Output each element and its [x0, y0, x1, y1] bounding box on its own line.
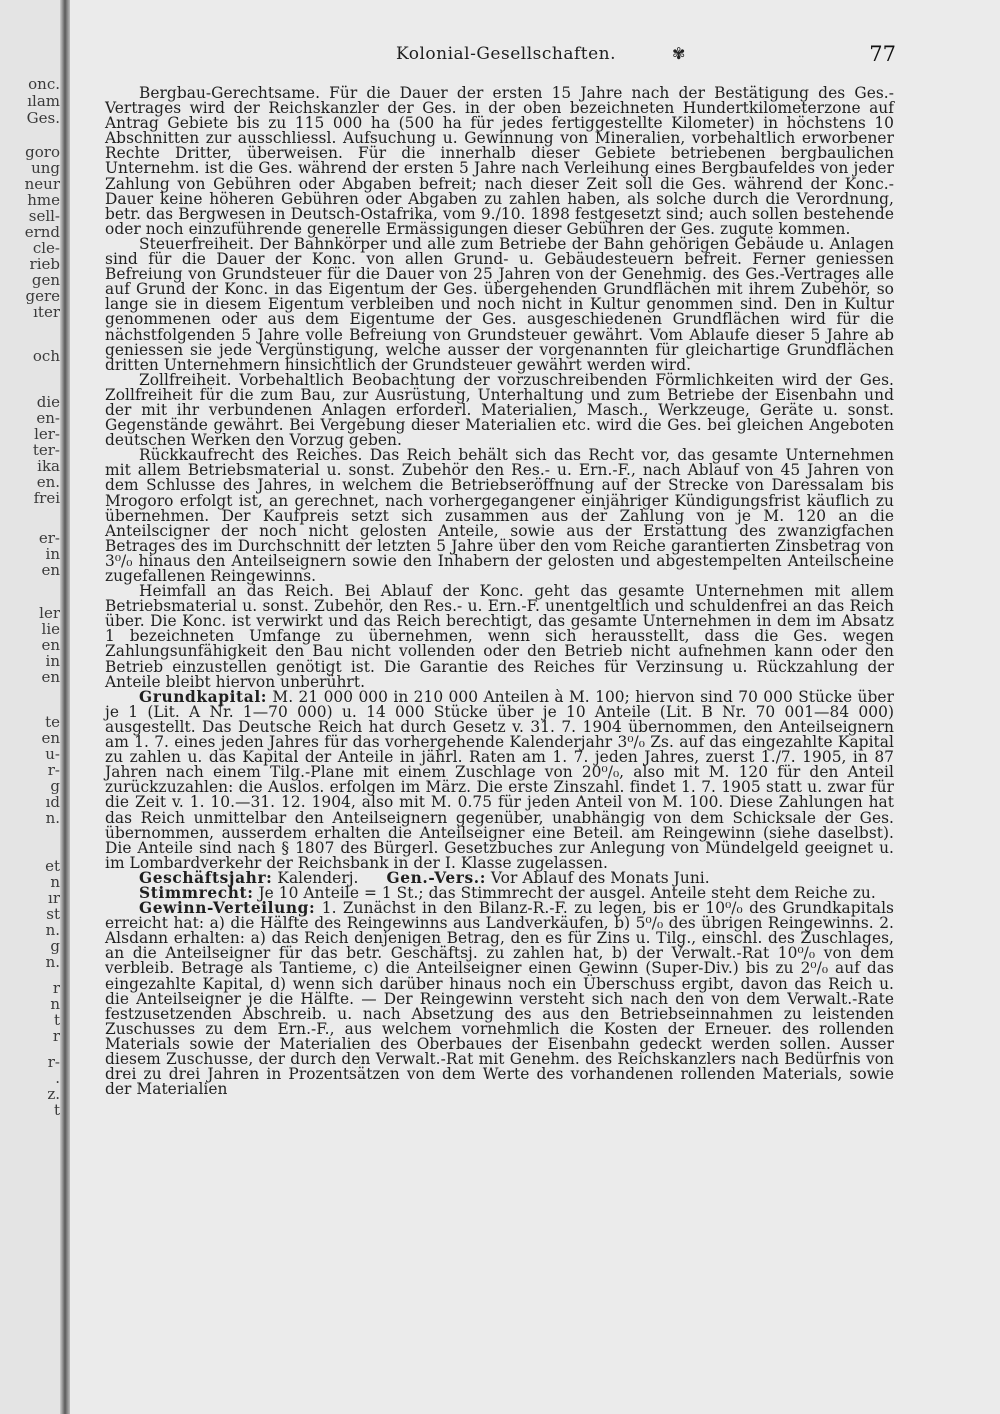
gewinn-verteilung-text: 1. Zunächst in den Bilanz-R.-F. zu legen, bis er 10⁰/₀ des Grundkapitals erreicht hat: a) die Hälfte des Reingewinns aus Landverkäufen, b) 5⁰/₀ des übrigen Reingewinns. 2. Alsdann erhalten: a) das Reich denjenigen Betrag, den es für Zins u. Tilg., einschl. des Zuschlages, an die Anteilseigner für das betr. Geschäftsj. zu zahlen hat, b) der Verwalt.-Rat 10⁰/₀ von dem verbleib. Betrage als Tantieme, c) die Anteilseigner einen Gewinn (Super-Div.) bis zu 2⁰/₀ auf das eingezahlte Kapital, d) wenn sich darüber hinaus noch ein Überschuss ergibt, davon das Reich u. die Anteilseigner je die Hälfte. — Der Reingewinn versteht sich nach den von dem Verwalt.-Rate festzusetzenden Abschreib. u. nach Absetzung des aus den Betriebseinnahmen zu leistenden Zuschusses zu dem Ern.-F., aus welchem vornehmlich die Kosten der Erneuer. des rollenden Materials sowie der Materialien des Oberbaues der Eisenbahn gedeckt werden sollen. Ausser diesem Zuschusse, der durch den Verwalt.-Rat mit Genehm. des Reichskanzlers nach Bedürfnis von drei zu drei Jahren in Prozentsätzen von dem Werte des vorhandenen rollenden Materials, sowie der Materialien	[105, 899, 894, 1099]
facing-page-fragment: t	[53, 1012, 60, 1028]
facing-page-fragment: en	[41, 562, 60, 578]
facing-page-fragment: te	[45, 714, 60, 730]
page-number: 77	[869, 42, 896, 66]
facing-page-fragment: Ges.	[26, 110, 60, 126]
facing-page-fragment: st	[46, 906, 60, 922]
book-gutter	[60, 0, 70, 1414]
facing-page-fragment: ıter	[33, 304, 60, 320]
grundkapital-text: M. 21 000 000 in 210 000 Anteilen à M. 100; hiervon sind 70 000 Stücke über je 1 (Lit. A Nr. 1—70 000) u. 14 000 Stücke über je 10 Anteile (Lit. B Nr. 70 001—84 000) ausgestellt. Das Deutsche Reich hat durch Gesetz v. 31. 7. 1904 übernommen, den Anteilseignern am 1. 7. eines jeden Jahres für das vorhergehende Kalenderjahr 3⁰/₀ Zs. auf das eingezahlte Kapital zu zahlen u. das Kapital der Anteile in jährl. Raten am 1. 7. jeden Jahres, zuerst 1./7. 1905, in 87 Jahren nach einem Tilg.-Plane mit einem Zuschlage von 20⁰/₀, also mit M. 120 für den Anteil zurückzuzahlen: die Auslos. erfolgen im März. Die erste Zinszahl. findet 1. 7. 1905 statt u. zwar für die Zeit v. 1. 10.—31. 12. 1904, also mit M. 0.75 für jeden Anteil von M. 100. Diese Zahlungen hat das Reich unmittelbar den Anteilseignern gegenüber, unabhängig von dem Schicksale der Ges. übernommen, ausserdem erhalten die Anteilseigner eine Beteil. am Reingewinn (siehe daselbst). Die Anteile sind nach § 1807 des Bürgerl. Gesetzbuches zur Anlegung von Mündelgeld geeignet u. im Lombardverkehr der Reichsbank in der I. Klasse zugelassen.	[105, 687, 894, 872]
facing-page-fragment: n	[50, 996, 60, 1012]
facing-page-fragment: en-	[36, 410, 60, 426]
paragraph-heimfall: Heimfall an das Reich. Bei Ablauf der Konc. geht das gesamte Unternehmen mit allem Betriebsmaterial u. sonst. Zubehör, den Res.- u. Ern.-F. unentgeltlich und schuldenfrei an das Reich über. Die Konc. ist verwirkt und das Reich berechtigt, das gesamte Unternehmen in dem im Absatz 1 bezeichneten Umfange zu übernehmen, wenn sich herausstellt, dass die Ges. wegen Zahlungsunfähigkeit den Bau nicht vollenden oder den Betrieb nicht aufnehmen kann oder den Betrieb einzustellen genötigt ist. Die Garantie des Reiches für Verzinsung u. Rückzahlung der Anteile bleibt hiervon unberührt.	[105, 582, 894, 691]
geschaeftsjahr-text: Kalenderj.	[272, 868, 359, 887]
facing-page-edge	[0, 0, 64, 1414]
facing-page-fragment: en	[41, 730, 60, 746]
facing-page-fragment: u-	[45, 746, 60, 762]
paragraph-bergbau: Bergbau-Gerechtsame. Für die Dauer der ersten 15 Jahre nach der Bestätigung des Ges.-Vertrages wird der Reichskanzler der Ges. in der oben bezeichneten Hundertkilometerzone auf Antrag Gebiete bis zu 115 000 ha (500 ha für jedes fertiggestellte Kilometer) in höchstens 10 Abschnitten zur ausschliessl. Aufsuchung u. Gewinnung von Mineralien, vorbehaltlich erworbener Rechte Dritter, überweisen. Für die innerhalb dieser Gebiete betriebenen bergbaulichen Unternehm. ist die Ges. während der ersten 5 Jahre nach Verleihung eines Bergbaufeldes von jeder Zahlung von Gebühren oder Abgaben befreit; nach dieser Zeit soll die Ges. während der Konc.-Dauer keine höheren Gebühren oder Abgaben zu zahlen haben, als solche durch die Verordnung, betr. das Bergwesen in Deutsch-Ostafrika, vom 9./10. 1898 festgesetzt sind; auch sollen bestehende oder noch einzuführende generelle Ermässigungen dieser Gebühren der Ges. zugute kommen.	[105, 84, 894, 238]
grundkapital-label: Grundkapital:	[139, 687, 268, 706]
facing-page-fragment: en	[41, 637, 60, 653]
paragraph-rueckkaufrecht: Rückkaufrecht des Reiches. Das Reich behält sich das Recht vor, das gesamte Unternehmen mit allem Betriebsmaterial u. sonst. Zubehör den Res.- u. Ern.-F., nach Ablauf von 45 Jahren von dem Schlusse des Jahres, in welchem die Betriebseröffnung auf der Strecke von Daressalam bis Mrogoro erfolgt ist, an gerechnet, nach vorhergegangener einjähriger Kündigungsfrist käuflich zu übernehmen. Der Kaufpreis setzt sich zusammen aus der Zahlung von je M. 120 an die Anteilscigner der noch nicht gelosten Anteile, sowie aus der Erstattung des zwanzigfachen Betrages des im Durchschnitt der letzten 5 Jahre über den vom Reiche garantierten Zinsbetrag von 3⁰/₀ hinaus den Anteilseignern sowie den Inhabern der gelosten und abgestempelten Anteilscheine zugefallenen Reingewinns.	[105, 446, 894, 585]
running-title: Kolonial-Gesellschaften.	[396, 44, 617, 64]
facing-page-fragment: r	[52, 980, 60, 996]
facing-page-fragment: cle-	[32, 240, 60, 256]
stimmrecht-text: Je 10 Anteile = 1 St.; das Stimmrecht der ausgel. Anteile steht dem Reiche zu.	[253, 883, 876, 902]
geschaeftsjahr-label: Geschäftsjahr:	[139, 868, 273, 887]
facing-page-fragment: ler	[39, 605, 60, 621]
facing-page-fragment: r	[52, 1028, 60, 1044]
paragraph-zollfreiheit: Zollfreiheit. Vorbehaltlich Beobachtung der vorzuschreibenden Förmlichkeiten wird der Ges. Zollfreiheit für die zum Bau, zur Ausrüstung, Unterhaltung und zum Betriebe der Eisenbahn und der mit ihr verbundenen Anlagen erforderl. Materialien, Masch., Werkzeuge, Geräte u. sonst. Gegenstände gewährt. Bei Vergebung dieser Materialien etc. wird die Ges. bei gleichen Angeboten deutschen Werken den Vorzug geben.	[105, 370, 894, 450]
facing-page-fragment: ır	[48, 890, 60, 906]
facing-page-fragment: ler-	[34, 426, 60, 442]
genvers-label: Gen.-Vers.:	[386, 868, 486, 887]
facing-page-fragment: och	[32, 348, 60, 364]
facing-page-fragment: goro	[25, 144, 60, 160]
paragraph-gewinn-verteilung	[105, 901, 894, 1097]
facing-page-fragment: r-	[47, 762, 60, 778]
facing-page-fragment: ter-	[32, 442, 60, 458]
facing-page-fragment: r-	[47, 1054, 60, 1070]
facing-page-fragment: gen	[31, 272, 60, 288]
ornament-icon: ✾	[672, 44, 686, 63]
facing-page-fragment: neur	[24, 176, 60, 192]
facing-page-fragment: ıd	[45, 794, 60, 810]
facing-page-fragment: lie	[41, 621, 60, 637]
gewinn-verteilung-label: Gewinn-Verteilung:	[139, 899, 316, 918]
paragraph-grundkapital	[105, 687, 894, 872]
facing-page-fragment: et	[45, 858, 60, 874]
facing-page-fragment: in	[45, 653, 60, 669]
facing-page-fragment: n.	[45, 954, 60, 970]
facing-page-fragment: n.	[45, 922, 60, 938]
facing-page-fragment: ung	[31, 160, 60, 176]
facing-page-fragment: frei	[33, 490, 60, 506]
facing-page-fragment: gere	[25, 288, 60, 304]
facing-page-fragment: rieb	[29, 256, 60, 272]
page-body	[105, 86, 894, 1097]
facing-page-fragment: die	[36, 394, 60, 410]
facing-page-fragment: ika	[37, 458, 60, 474]
stimmrecht-label: Stimmrecht:	[139, 883, 254, 902]
facing-page-fragment: g	[50, 778, 60, 794]
facing-page-fragment: ılam	[27, 93, 60, 109]
paragraph-steuerfreiheit: Steuerfreiheit. Der Bahnkörper und alle zum Betriebe der Bahn gehörigen Gebäude u. Anlagen sind für die Dauer der Konc. von allen Grund- u. Gebäudesteuern befreit. Ferner geniessen Befreiung von Grundsteuer für die Dauer von 25 Jahren von der Genehmig. des Ges.-Vertrages alle auf Grund der Konc. in das Eigentum der Ges. übergehenden Grundflächen mit ihrem Zubehör, so lange sie in diesem Eigentum verbleiben und noch nicht in Kultur genommen sind. Den in Kultur genommenen oder aus dem Eigentume der Ges. ausgeschiedenen Grundflächen wird für die nächstfolgenden 5 Jahre volle Befreiung von Grundsteuer gewährt. Vom Ablaufe dieser 5 Jahre ab geniessen sie jede Vergünstigung, welche ausser der vorgenannten für gleichartige Grundflächen dritten Unternehmern hinsichtlich der Grundsteuer gewährt werden wird.	[105, 234, 894, 374]
facing-page-fragment: .	[55, 1070, 60, 1086]
facing-page-fragment: t	[53, 1102, 60, 1118]
facing-page-fragment: n.	[45, 810, 60, 826]
facing-page-fragment: n	[50, 874, 60, 890]
facing-page-fragment: en.	[36, 474, 60, 490]
facing-page-fragment: sell-	[28, 208, 60, 224]
facing-page-fragment: er-	[38, 530, 60, 546]
facing-page-fragment: en	[41, 669, 60, 685]
facing-page-fragment: ernd	[24, 224, 60, 240]
facing-page-fragment: z.	[47, 1086, 60, 1102]
facing-page-fragment: in	[45, 546, 60, 562]
facing-page-fragment: onc.	[28, 76, 60, 92]
page-header	[100, 40, 900, 70]
facing-page-fragment: hme	[27, 192, 60, 208]
genvers-text: Vor Ablauf des Monats Juni.	[485, 868, 710, 887]
facing-page-fragment: g	[50, 938, 60, 954]
